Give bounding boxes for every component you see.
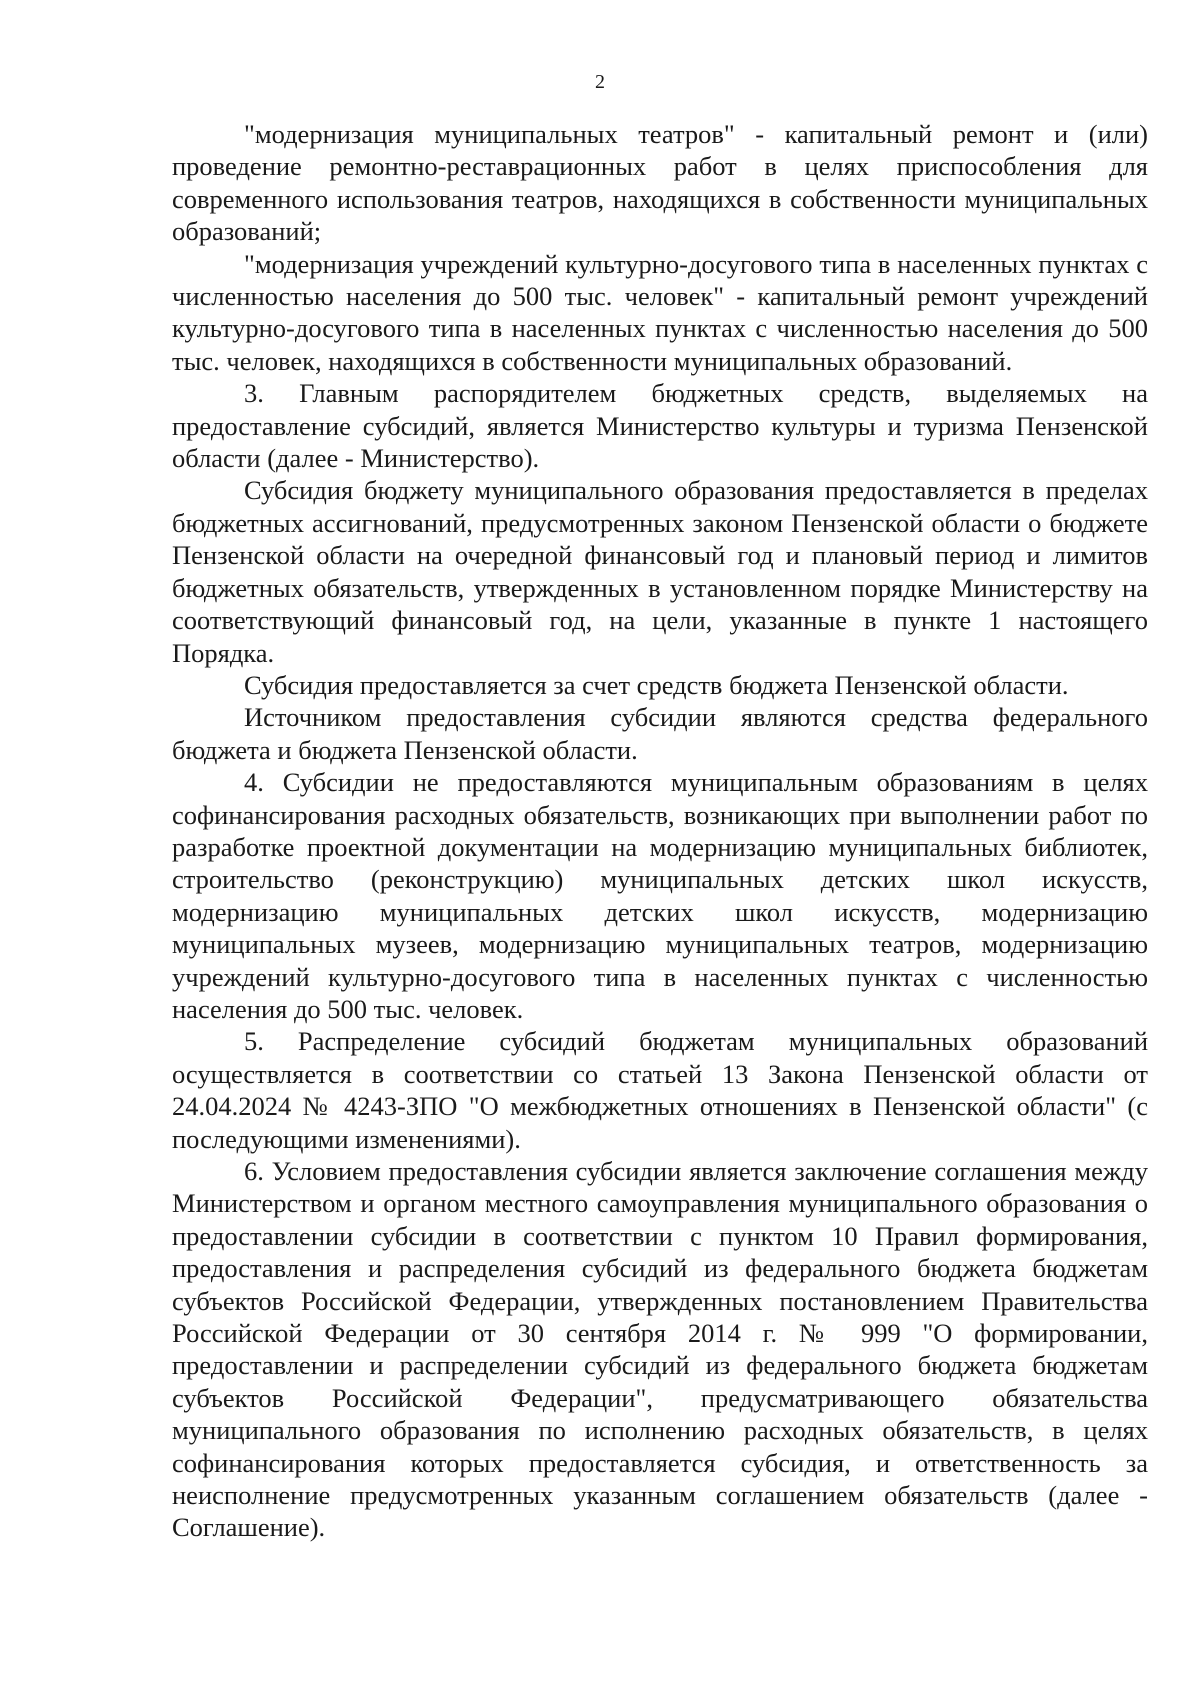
paragraph-subsidy-limits: Субсидия бюджету муниципального образования предоставляется в пределах бюджетных ассигнований, предусмотренных законом Пензенской области о бюджете Пензенской области на очередной финансовый год и плановый период и лимитов бюджетных обязательств, утвержденных в установленном порядке Министерству на соответствующий финансовый год, на цели, указанные в пункте 1 настоящего Порядка.	[172, 475, 1148, 668]
paragraph-subsidy-source: Источником предоставления субсидии являются средства федерального бюджета и бюджета Пензенской области.	[172, 702, 1148, 765]
paragraph-definition-theaters: "модернизация муниципальных театров" - капитальный ремонт и (или) проведение ремонтно-реставрационных работ в целях приспособления для современного использования театров, находящихся в собственности муниципальных образований;	[172, 119, 1148, 247]
paragraph-subsidy-funding: Субсидия предоставляется за счет средств бюджета Пензенской области.	[244, 669, 1069, 700]
document-body	[172, 118, 1148, 1544]
page-number: 2	[595, 71, 605, 93]
paragraph-5-distribution: 5. Распределение субсидий бюджетам муниципальных образований осуществляется в соответствии со статьей 13 Закона Пензенской области от 24.04.2024 № 4243-ЗПО "О межбюджетных отношениях в Пензенской области" (с последующими изменениями).	[172, 1026, 1148, 1154]
paragraph-4-exclusions: 4. Субсидии не предоставляются муниципальным образованиям в целях софинансирования расходных обязательств, возникающих при выполнении работ по разработке проектной документации на модернизацию муниципальных библиотек, строительство (реконструкцию) муниципальных детских школ искусств, модернизацию муниципальных детских школ искусств, модернизацию муниципальных музеев, модернизацию муниципальных театров, модернизацию учреждений культурно-досугового типа в населенных пунктах с численностью населения до 500 тыс. человек.	[172, 767, 1148, 1024]
paragraph-definition-cultural-institutions: "модернизация учреждений культурно-досугового типа в населенных пунктах с численностью населения до 500 тыс. человек" - капитальный ремонт учреждений культурно-досугового типа в населенных пунктах с численностью населения до 500 тыс. человек, находящихся в собственности муниципальных образований.	[172, 248, 1148, 376]
paragraph-6-agreement-condition: 6. Условием предоставления субсидии является заключение соглашения между Министерством и органом местного самоуправления муниципального образования о предоставлении субсидии в соответствии с пунктом 10 Правил формирования, предоставления и распределения субсидий из федерального бюджета бюджетам субъектов Российской Федерации, утвержденных постановлением Правительства Российской Федерации от 30 сентября 2014 г. № 999 "О формировании, предоставлении и распределении субсидий из федерального бюджета бюджетам субъектов Российской Федерации", предусматривающего обязательства муниципального образования по исполнению расходных обязательств, в целях софинансирования которых предоставляется субсидия, и ответственность за неисполнение предусмотренных указанным соглашением обязательств (далее - Соглашение).	[172, 1156, 1148, 1543]
paragraph-3-main-administrator: 3. Главным распорядителем бюджетных средств, выделяемых на предоставление субсидий, является Министерство культуры и туризма Пензенской области (далее - Министерство).	[172, 378, 1148, 474]
